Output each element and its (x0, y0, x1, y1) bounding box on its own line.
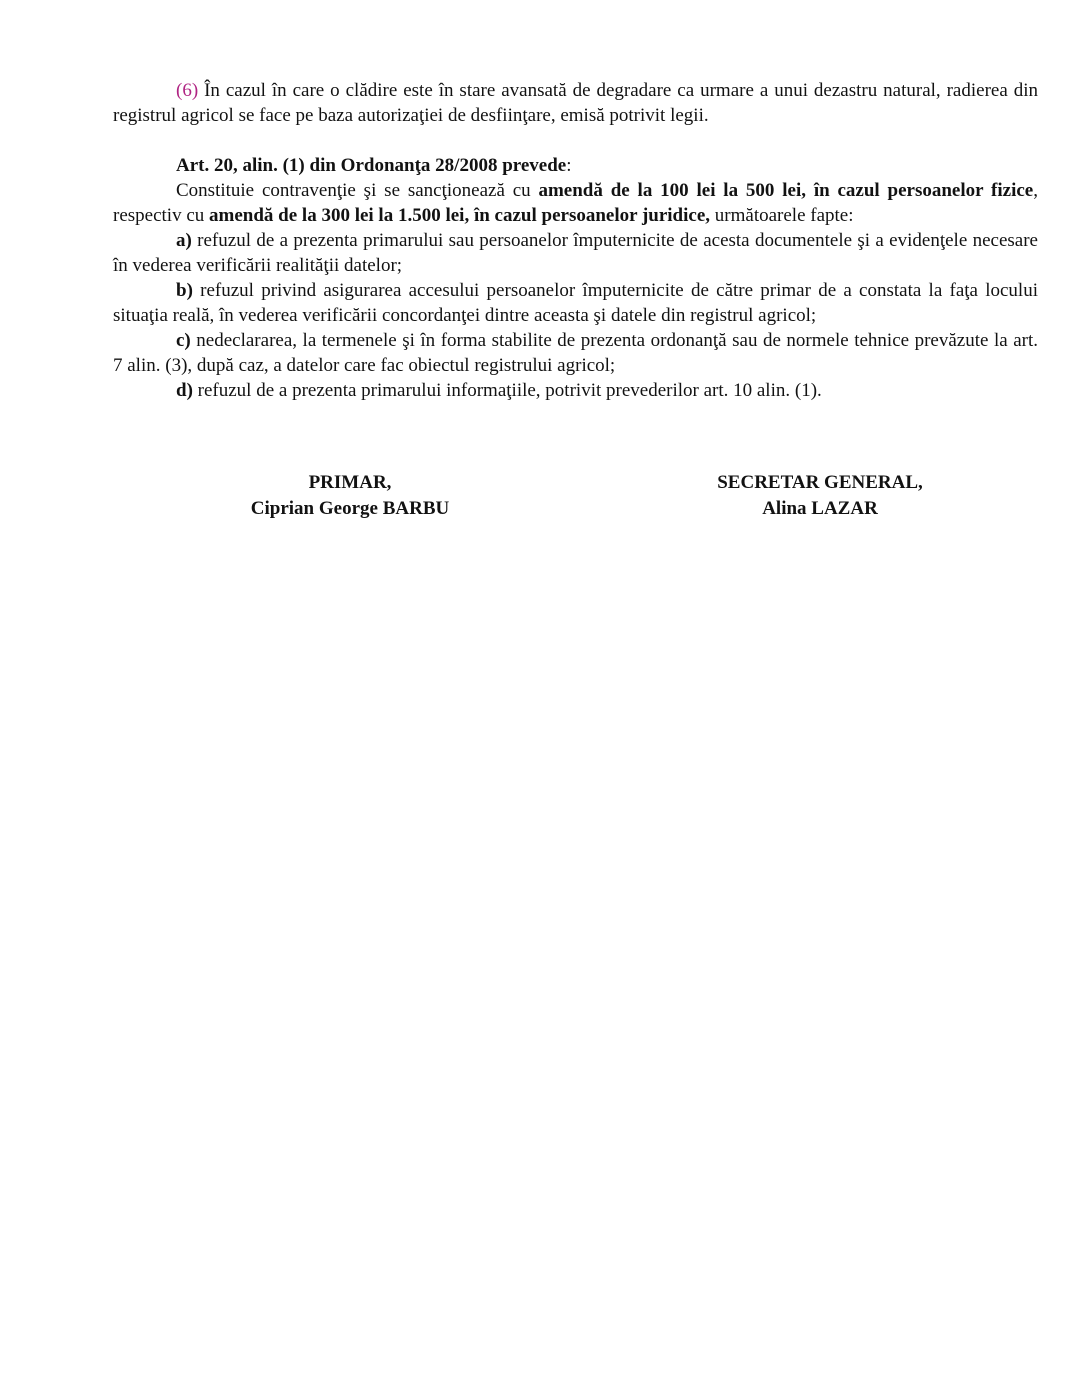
list-item-b (113, 278, 1038, 328)
signature-secretary-title: SECRETAR GENERAL, (717, 472, 923, 493)
paragraph-6 (113, 78, 1038, 128)
signature-block (0, 470, 1082, 530)
signature-mayor (180, 470, 520, 522)
list-item-a-marker: a) (176, 230, 192, 251)
list-item-d-marker: d) (176, 380, 193, 401)
signature-secretary-name: Alina LAZAR (762, 498, 878, 519)
list-item-a (113, 228, 1038, 278)
intro-fine-legal-entities: amendă de la 300 lei la 1.500 lei, în cazul persoanelor juridice, (209, 205, 711, 226)
list-item-c (113, 328, 1038, 378)
list-item-a-text: refuzul de a prezenta primarului sau persoanelor împuternicite de acesta documentele şi a evidenţele necesare în vederea verificării realităţii datelor; (113, 230, 1038, 276)
article-heading-bold: Art. 20, alin. (1) din Ordonanţa 28/2008 prevede (176, 155, 567, 176)
list-item-c-text: nedeclararea, la termenele şi în forma stabilite de prezenta ordonanţă sau de normele tehnice prevăzute la art. 7 alin. (3), după caz, a datelor care fac obiectul registrului agricol; (113, 330, 1038, 376)
intro-fine-individuals: amendă de la 100 lei la 500 lei, în cazul persoanelor fizice (538, 180, 1034, 201)
list-item-b-text: refuzul privind asigurarea accesului persoanelor împuternicite de către primar de a constata la faţa locului situaţia reală, în vederea verificării concordanţei dintre aceasta şi datele din registrul agricol; (113, 280, 1038, 326)
paragraph-6-text: În cazul în care o clădire este în stare avansată de degradare ca urmare a unui dezastru natural, radierea din registrul agricol se face pe baza autorizaţiei de desfiinţare, emisă potrivit legii. (113, 80, 1038, 126)
list-item-b-marker: b) (176, 280, 193, 301)
intro-run-2: , respectiv cu (113, 180, 1038, 226)
signature-secretary (650, 470, 990, 522)
list-item-c-marker: c) (176, 330, 191, 351)
paragraph-6-number: (6) (176, 80, 199, 101)
intro-run-0: Constituie contravenţie şi se sancţionează cu (176, 180, 539, 201)
signature-mayor-title: PRIMAR, (308, 472, 392, 493)
list-item-d (113, 378, 1038, 403)
intro-paragraph (113, 178, 1038, 228)
article-heading (113, 153, 1038, 178)
article-heading-colon: : (566, 155, 572, 176)
intro-run-4: următoarele fapte: (710, 205, 854, 226)
list-item-d-text: refuzul de a prezenta primarului informaţiile, potrivit prevederilor art. 10 alin. (1). (192, 380, 822, 401)
signature-mayor-name: Ciprian George BARBU (250, 498, 450, 519)
